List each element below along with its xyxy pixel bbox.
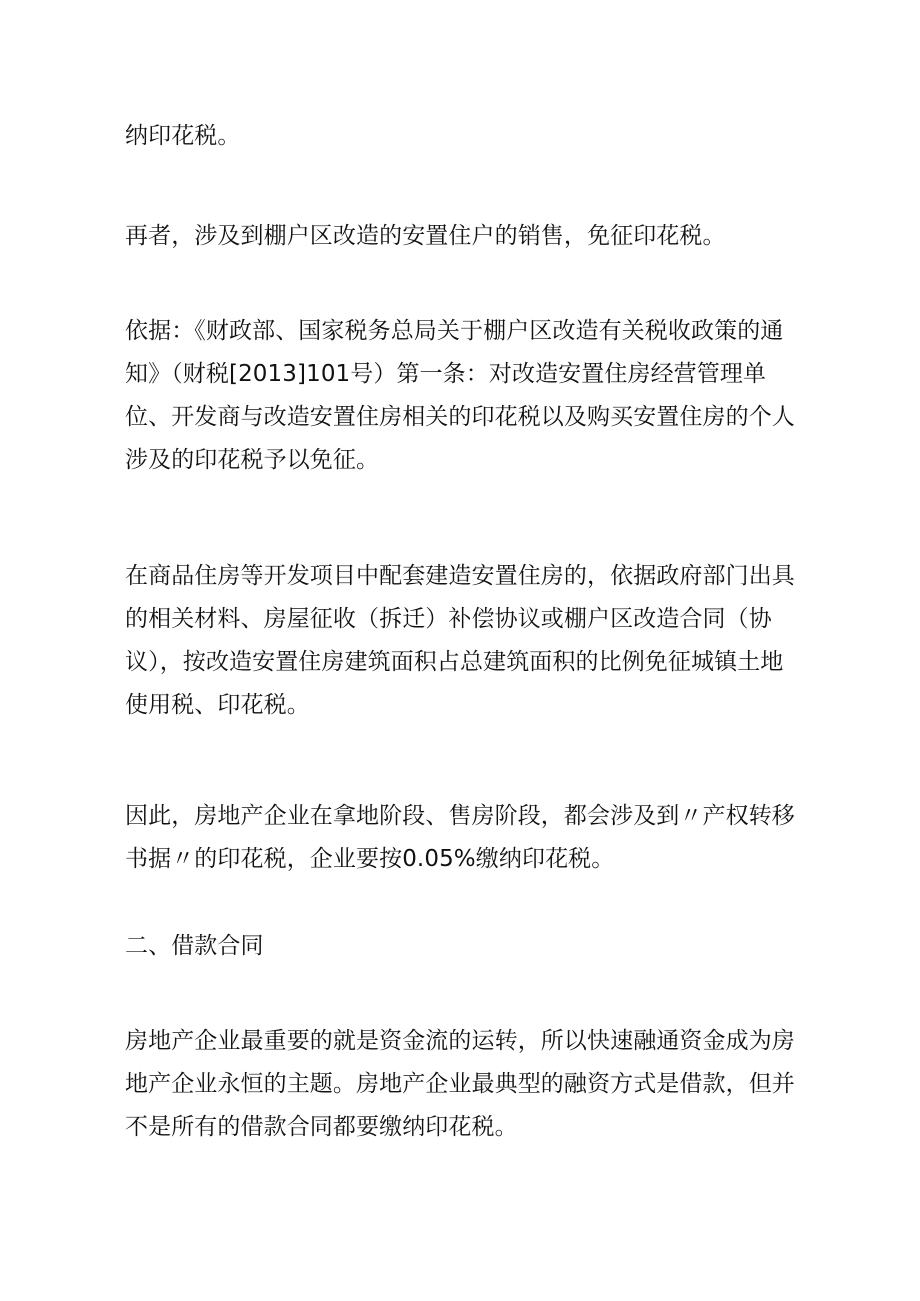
text-line: 使用税、印花税。 (125, 692, 310, 718)
text-line: 书据〃的印花税，企业要按0.05%缴纳印花税。 (125, 846, 615, 872)
text-line: 知》（财税[2013]101号）第一条：对改造安置住房经营管理单 (125, 361, 767, 387)
paragraph-stamp-duty-ending (125, 115, 815, 158)
text-line: 地产企业永恒的主题。房地产企业最典型的融资方式是借款，但并 (125, 1071, 795, 1097)
paragraph-commercial-housing (125, 555, 815, 727)
text-line: 房地产企业最重要的就是资金流的运转，所以快速融通资金成为房 (125, 1028, 795, 1054)
text-line: 位、开发商与改造安置住房相关的印花税以及购买安置住房的个人 (125, 404, 795, 430)
text-line: 不是所有的借款合同都要缴纳印花税。 (125, 1114, 518, 1140)
text-line: 纳印花税。 (125, 123, 241, 149)
paragraph-resettlement-exemption (125, 215, 815, 258)
paragraph-conclusion (125, 795, 815, 881)
paragraph-financing (125, 1020, 815, 1149)
text-line: 因此，房地产企业在拿地阶段、售房阶段，都会涉及到〃产权转移 (125, 803, 795, 829)
text-line: 涉及的印花税予以免征。 (125, 447, 380, 473)
section-heading-loan-contract (125, 925, 815, 968)
text-line: 再者，涉及到棚户区改造的安置住户的销售，免征印花税。 (125, 223, 726, 249)
text-line: 议），按改造安置住房建筑面积占总建筑面积的比例免征城镇土地 (125, 649, 784, 675)
paragraph-legal-basis (125, 310, 815, 482)
text-line: 二、借款合同 (125, 933, 264, 959)
text-line: 在商品住房等开发项目中配套建造安置住房的，依据政府部门出具 (125, 563, 795, 589)
text-line: 的相关材料、房屋征收（拆迁）补偿协议或棚户区改造合同（协 (125, 606, 772, 632)
text-line: 依据：《财政部、国家税务总局关于棚户区改造有关税收政策的通 (125, 318, 784, 344)
